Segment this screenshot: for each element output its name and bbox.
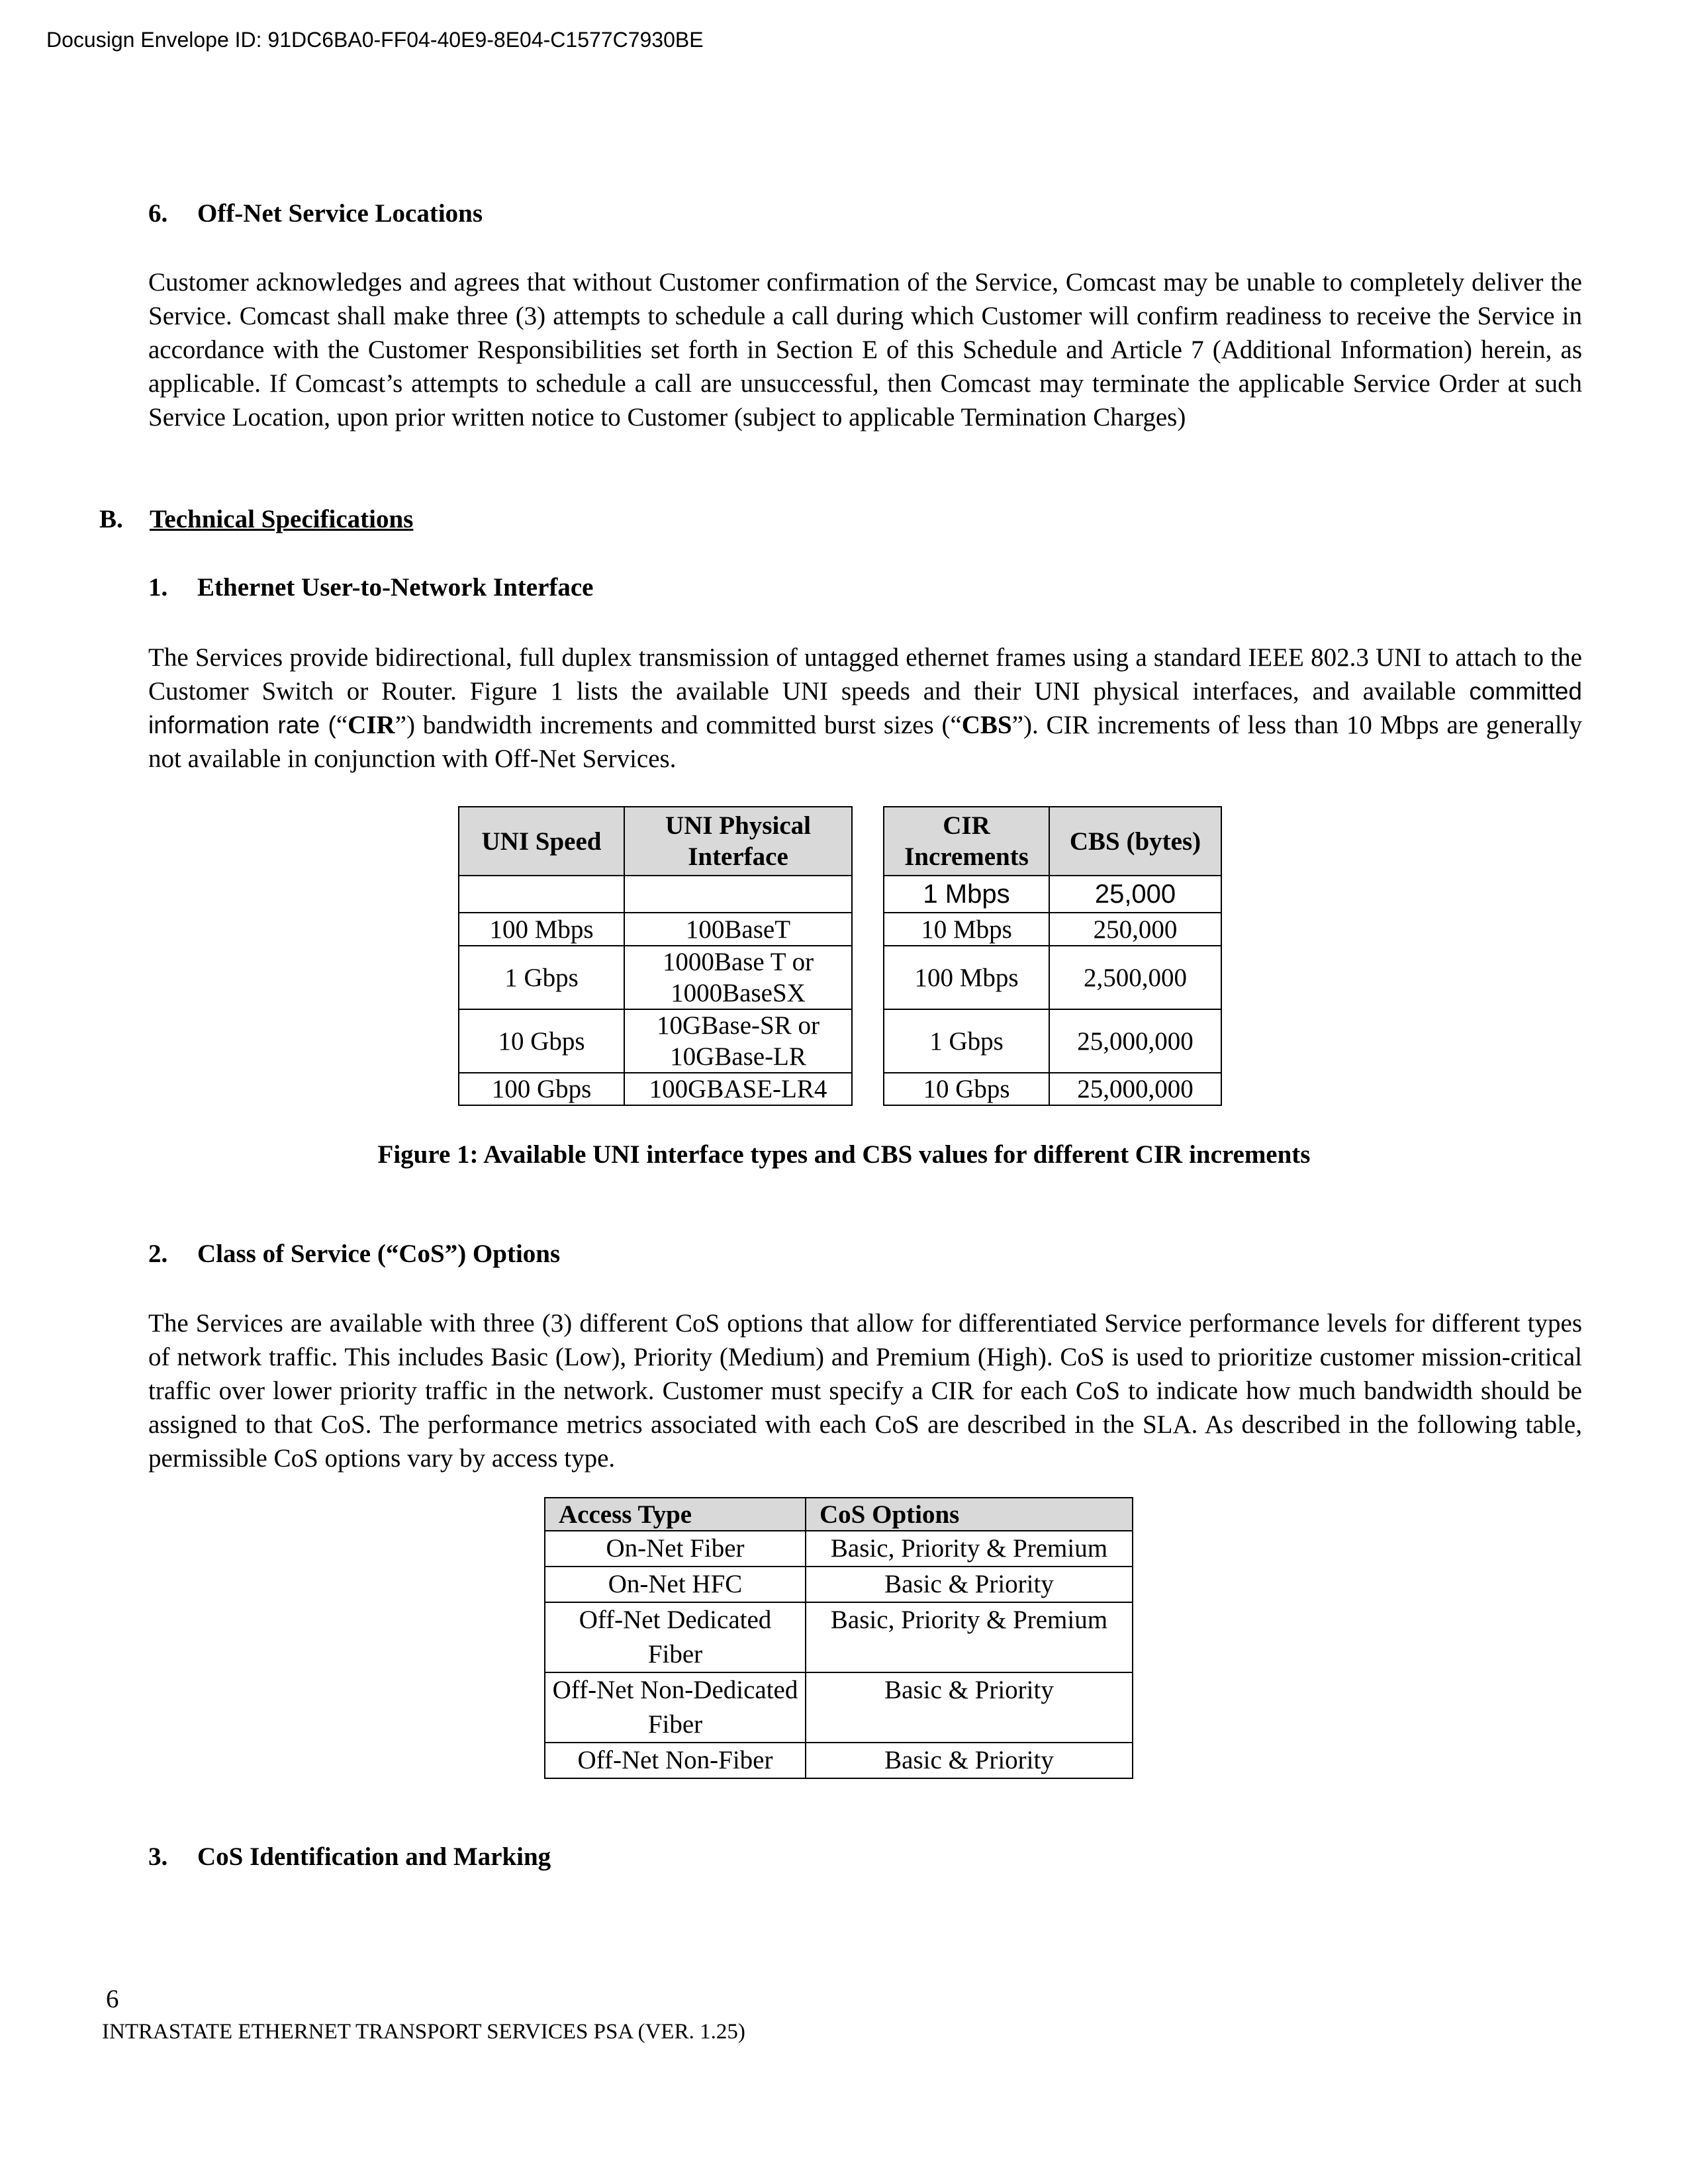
table-cell: Basic, Priority & Premium [806, 1531, 1133, 1567]
section-1-body [148, 641, 1582, 776]
cir-cbs-table [883, 806, 1222, 1106]
table-cell: Off-Net Dedicated Fiber [545, 1602, 806, 1672]
body-text: The Services provide bidirectional, full duplex transmission of untagged ethernet frames using a standard IEEE 802.3 UNI to attach to the Customer Switch or Router. Figure 1 lists the available UNI speeds and their UNI physical interfaces, and available [148, 643, 1582, 705]
table-row [884, 1009, 1221, 1073]
body-text: ”). CIR increments of less than 10 Mbps are generally not available in conjunction with Off-Net Services. [148, 711, 1582, 773]
table-row [884, 946, 1221, 1009]
table-cell: Basic & Priority [806, 1672, 1133, 1743]
table-cell: 250,000 [1049, 913, 1221, 946]
table-cell: Basic & Priority [806, 1743, 1133, 1778]
table-cell [459, 876, 624, 913]
table-row [459, 913, 852, 946]
section-title: Ethernet User-to-Network Interface [197, 573, 594, 602]
section-2-heading [148, 1239, 560, 1269]
table-row [459, 1009, 852, 1073]
section-title: Technical Specifications [150, 505, 414, 533]
uni-speed-table [458, 806, 853, 1106]
body-text: “ [336, 711, 348, 739]
section-title: Class of Service (“CoS”) Options [197, 1240, 561, 1268]
table-cell: 10GBase-SR or 10GBase-LR [624, 1009, 852, 1073]
table-cell: Basic & Priority [806, 1567, 1133, 1602]
section-1-heading [148, 572, 593, 602]
table-cell: Off-Net Non-Fiber [545, 1743, 806, 1778]
column-header: Access Type [545, 1498, 806, 1531]
column-header: UNI Speed [459, 807, 624, 876]
table-cell: 100BaseT [624, 913, 852, 946]
table-cell: 1 Gbps [884, 1009, 1049, 1073]
table-row [884, 1073, 1221, 1105]
table-row [459, 876, 852, 913]
table-row [545, 1672, 1133, 1743]
table-row [884, 876, 1221, 913]
table-row [545, 1743, 1133, 1778]
table-cell: 100 Mbps [884, 946, 1049, 1009]
cir-term: CIR [348, 711, 395, 739]
cbs-term: CBS [961, 711, 1012, 739]
table-row [884, 913, 1221, 946]
table-cell: 1 Gbps [459, 946, 624, 1009]
section-b-heading [99, 504, 413, 534]
table-cell: Off-Net Non-Dedicated Fiber [545, 1672, 806, 1743]
section-6-heading [148, 199, 483, 228]
body-text: ”) bandwidth increments and committed burst sizes (“ [395, 711, 962, 739]
column-header: CIR Increments [884, 807, 1049, 876]
table-row [459, 1073, 852, 1105]
table-cell: 100 Gbps [459, 1073, 624, 1105]
figure-caption: Figure 1: Available UNI interface types and CBS values for different CIR increments [377, 1140, 1311, 1169]
table-cell [624, 876, 852, 913]
table-cell: 10 Gbps [884, 1073, 1049, 1105]
section-number: 2. [148, 1240, 168, 1268]
table-row [545, 1531, 1133, 1567]
section-6-body: Customer acknowledges and agrees that without Customer confirmation of the Service, Comcast may be unable to completely deliver the Service. Comcast shall make three (3) attempts to schedule a call during which Customer will confirm readiness to receive the Service in accordance with the Customer Responsibilities set forth in Section E of this Schedule and Article 7 (Additional Information) herein, as applicable. If Comcast’s attempts to schedule a call are unsuccessful, then Comcast may terminate the applicable Service Order at such Service Location, upon prior written notice to Customer (subject to applicable Termination Charges) [148, 268, 1582, 432]
table-cell: On-Net Fiber [545, 1531, 806, 1567]
section-letter: B. [99, 505, 123, 533]
table-cell: Basic, Priority & Premium [806, 1602, 1133, 1672]
body-text: committed information rate ( [148, 678, 1582, 739]
section-2-body: The Services are available with three (3) different CoS options that allow for differentiated Service performance levels for different types of network traffic. This includes Basic (Low), Priority (Medium) and Premium (High). CoS is used to prioritize customer mission-critical traffic over lower priority traffic in the network. Customer must specify a CIR for each CoS to indicate how much bandwidth should be assigned to that CoS. The performance metrics associated with each CoS are described in the SLA. As described in the following table, permissible CoS options vary by access type. [148, 1309, 1582, 1473]
table-cell: On-Net HFC [545, 1567, 806, 1602]
page-footer: INTRASTATE ETHERNET TRANSPORT SERVICES PSA (VER. 1.25) [102, 2020, 745, 2044]
table-cell: 100GBASE-LR4 [624, 1073, 852, 1105]
section-title: Off-Net Service Locations [197, 199, 483, 228]
column-header: UNI Physical Interface [624, 807, 852, 876]
table-row [545, 1567, 1133, 1602]
table-cell: 1000Base T or 1000BaseSX [624, 946, 852, 1009]
table-row [545, 1602, 1133, 1672]
column-header: CoS Options [806, 1498, 1133, 1531]
column-header: CBS (bytes) [1049, 807, 1221, 876]
section-number: 6. [148, 199, 168, 228]
table-cell: 25,000,000 [1049, 1009, 1221, 1073]
page-number: 6 [106, 1985, 119, 2013]
table-cell: 100 Mbps [459, 913, 624, 946]
envelope-id: Docusign Envelope ID: 91DC6BA0-FF04-40E9-8E04-C1577C7930BE [46, 28, 704, 52]
section-title: CoS Identification and Marking [197, 1843, 551, 1871]
table-cell: 10 Gbps [459, 1009, 624, 1073]
table-cell: 25,000,000 [1049, 1073, 1221, 1105]
section-3-heading [148, 1842, 551, 1872]
table-cell: 25,000 [1049, 876, 1221, 913]
table-cell: 10 Mbps [884, 913, 1049, 946]
table-row [459, 946, 852, 1009]
section-number: 3. [148, 1843, 168, 1871]
table-cell: 2,500,000 [1049, 946, 1221, 1009]
table-cell: 1 Mbps [884, 876, 1049, 913]
section-number: 1. [148, 573, 168, 602]
cos-options-table [544, 1497, 1133, 1779]
